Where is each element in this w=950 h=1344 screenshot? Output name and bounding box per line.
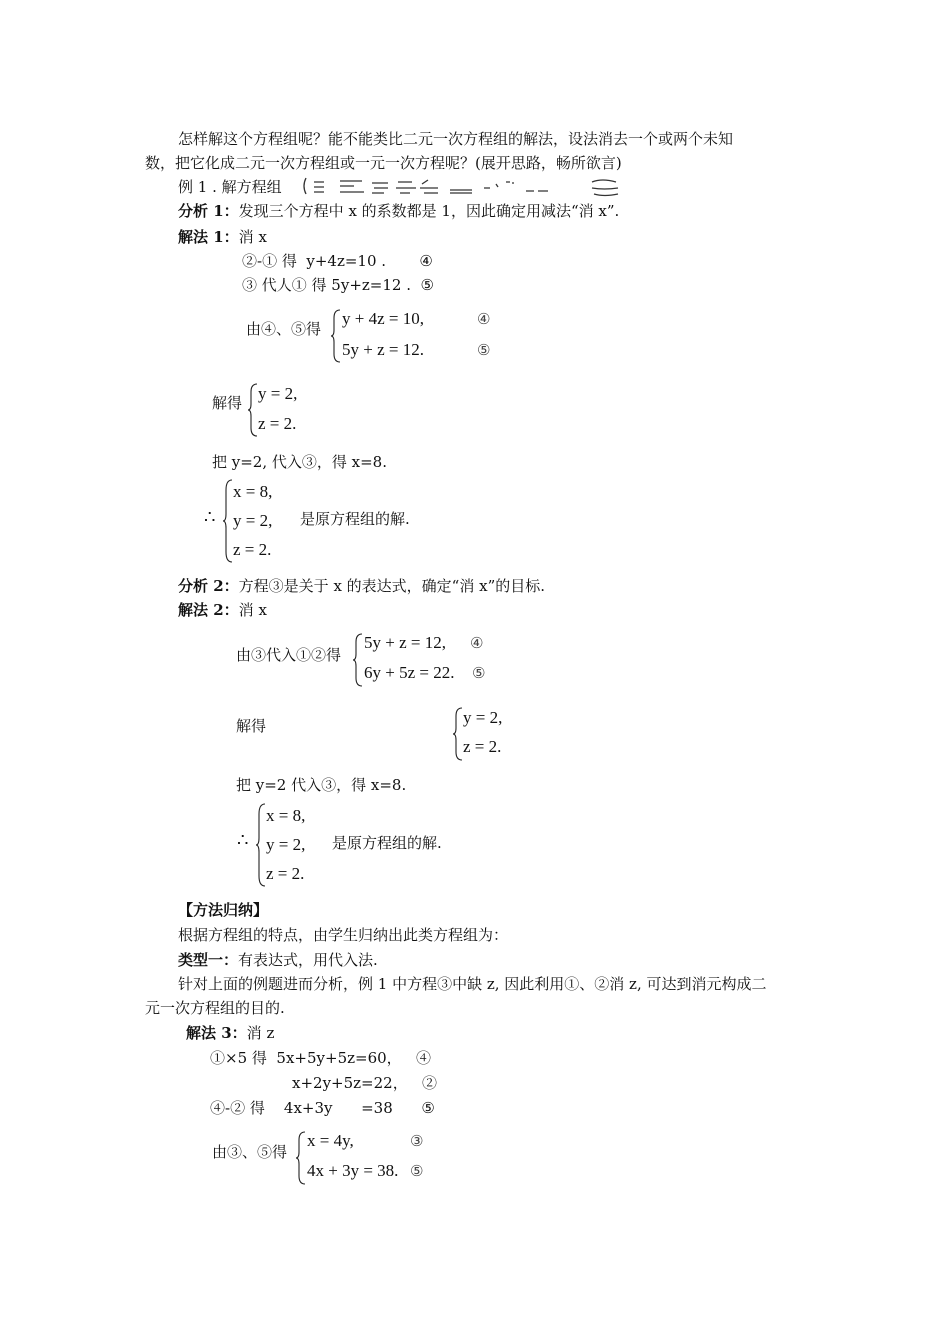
intro-line-1: 怎样解这个方程组呢？能不能类比二元一次方程组的解法，设法消去一个或两个未知: [178, 130, 734, 148]
therefore-symbol: ∴: [237, 830, 249, 851]
eq-mark-3: ③: [410, 1132, 424, 1150]
eq-mark-5: ⑤: [472, 664, 486, 682]
final1-eq-3: z = 2.: [233, 540, 272, 559]
solution-2-title: [178, 600, 267, 620]
sol2-eq-2: z = 2.: [463, 737, 502, 756]
sol2-eq-1: y = 2,: [463, 708, 503, 727]
solution-2-from-label: 由③代入①②得: [236, 646, 342, 664]
analysis-1-heading: 分析 1：: [178, 202, 239, 220]
method-para-line-2: 元一次方程组的目的.: [145, 999, 285, 1017]
method-heading: 【方法归纳】: [178, 901, 269, 919]
solution-3-step-2: x+2y+5z=22， ②: [292, 1074, 438, 1092]
intro-line-2: 数，把它化成二元一次方程组或一元一次方程呢？(展开思路，畅所欲言): [145, 154, 622, 172]
solution-3-title: [186, 1023, 274, 1043]
final1-eq-1: x = 8,: [233, 482, 273, 501]
solution-3-step-1: ①×5 得 5x+5y+5z=60， ④: [210, 1049, 431, 1067]
eq-mark-4: ④: [470, 634, 484, 652]
final2-eq-3: z = 2.: [266, 864, 305, 883]
solution-1-step-2: ③ 代人① 得 5y+z=12 . ⑤: [242, 276, 434, 294]
solution-3-step-3: ④-② 得 4x+3y =38 ⑤: [210, 1099, 435, 1117]
solution-1-title: [178, 227, 267, 247]
sys3-eq-1: x = 4y,: [307, 1131, 354, 1150]
brace: [352, 632, 364, 688]
sol1-eq-1: y = 2,: [258, 384, 298, 403]
example-label: 例 1 . 解方程组: [178, 178, 282, 196]
brace: [295, 1130, 307, 1186]
conclusion-2: 是原方程组的解.: [332, 834, 442, 852]
sys3-eq-2: 4x + 3y = 38.: [307, 1161, 399, 1180]
solution-3-from-label: 由③、⑤得: [212, 1143, 288, 1161]
sol1-eq-2: z = 2.: [258, 414, 297, 433]
method-type-label: 类型一：: [178, 951, 239, 969]
final1-eq-2: y = 2,: [233, 511, 273, 530]
conclusion-1: 是原方程组的解.: [300, 510, 410, 528]
eq-mark-5: ⑤: [410, 1162, 424, 1180]
analysis-2: [178, 576, 545, 596]
solution-3-target: 消 z: [246, 1024, 275, 1042]
eq-mark-5: ⑤: [477, 341, 491, 359]
eq-mark-4: ④: [477, 310, 491, 328]
solution-1-heading: 解法 1：: [178, 228, 239, 246]
analysis-2-text: 方程③是关于 x 的表达式，确定“消 x”的目标.: [238, 577, 546, 595]
solution-2-target: 消 x: [238, 601, 267, 619]
sys1-eq-1: y + 4z = 10,: [342, 309, 424, 328]
analysis-2-heading: 分析 2：: [178, 577, 239, 595]
final2-eq-2: y = 2,: [266, 835, 306, 854]
solve-label-1: 解得: [212, 394, 243, 412]
sys2-eq-1: 5y + z = 12,: [364, 633, 446, 652]
sys2-eq-2: 6y + 5z = 22.: [364, 663, 455, 682]
method-text: 根据方程组的特点，由学生归纳出此类方程组为：: [178, 926, 509, 944]
method-type-text: 有表达式，用代入法.: [238, 951, 378, 969]
analysis-1: [178, 201, 619, 221]
solve-label-2: 解得: [236, 717, 267, 735]
solution-1-step-1: ②-① 得 y+4z=10 . ④: [242, 252, 433, 270]
brace: [330, 308, 342, 364]
solution-1-target: 消 x: [238, 228, 267, 246]
analysis-1-text: 发现三个方程中 x 的系数都是 1，因此确定用减法“消 x”.: [238, 202, 620, 220]
solution-3-heading: 解法 3：: [186, 1024, 247, 1042]
sys1-eq-2: 5y + z = 12.: [342, 340, 424, 359]
equation-system-image: [300, 174, 630, 198]
therefore-symbol: ∴: [204, 507, 216, 528]
method-para-line-1: 针对上面的例题进而分析，例 1 中方程③中缺 z, 因此利用①、②消 z, 可达到消元构成二: [178, 975, 767, 993]
substitute-2: 把 y=2 代入③，得 x=8.: [236, 776, 407, 794]
solution-2-heading: 解法 2：: [178, 601, 239, 619]
final2-eq-1: x = 8,: [266, 806, 306, 825]
method-type: [178, 950, 378, 970]
solution-1-from-label: 由④、⑤得: [246, 320, 322, 338]
substitute-1: 把 y=2, 代入③，得 x=8.: [212, 453, 387, 471]
